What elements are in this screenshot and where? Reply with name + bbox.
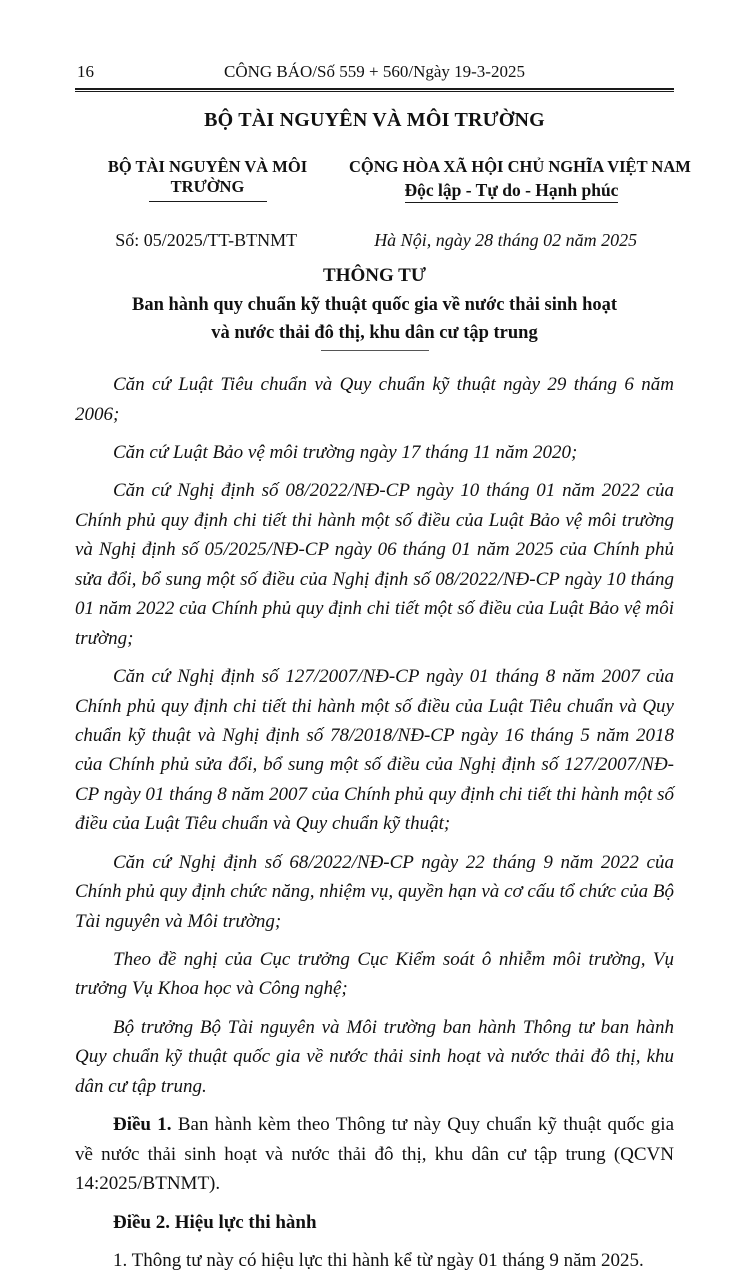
gazette-title: CÔNG BÁO/Số 559 + 560/Ngày 19-3-2025 — [224, 62, 525, 81]
issuer-name: BỘ TÀI NGUYÊN VÀ MÔI TRƯỜNG — [107, 157, 308, 196]
running-head — [75, 62, 674, 84]
document-subtitle — [75, 291, 674, 348]
letterhead-national-column — [349, 157, 691, 203]
double-rule — [75, 88, 674, 92]
title-underline — [321, 350, 429, 351]
preamble-paragraph: Bộ trưởng Bộ Tài nguyên và Môi trường ban hành Thông tư ban hành Quy chuẩn kỹ thuật quốc gia về nước thải sinh hoạt và nước thải đô thị, khu dân cư tập trung. — [75, 1016, 674, 1097]
document-body — [75, 370, 674, 1275]
preamble-paragraph: Căn cứ Luật Tiêu chuẩn và Quy chuẩn kỹ thuật ngày 29 tháng 6 năm 2006; — [75, 374, 674, 425]
preamble-paragraph: Căn cứ Nghị định số 68/2022/NĐ-CP ngày 22 tháng 9 năm 2022 của Chính phủ quy định chức năng, nhiệm vụ, quyền hạn và cơ cấu tổ chức của Bộ Tài nguyên và Môi trường; — [75, 851, 674, 932]
preamble-paragraph: Căn cứ Nghị định số 08/2022/NĐ-CP ngày 10 tháng 01 năm 2022 của Chính phủ quy định chi tiết thi hành một số điều của Luật Bảo vệ môi trường và Nghị định số 05/2025/NĐ-CP ngày 06 tháng 01 năm 2025 của Chính phủ sửa đổi, bổ sung một số điều của Nghị định số 08/2022/NĐ-CP ngày 10 tháng 01 năm 2022 của Chính phủ quy định chi tiết một số điều của Luật Bảo vệ môi trường; — [75, 480, 674, 649]
article-2-item-1: 1. Thông tư này có hiệu lực thi hành kể từ ngày 01 tháng 9 năm 2025. — [113, 1249, 644, 1271]
article-2-heading: Điều 2. Hiệu lực thi hành — [113, 1211, 317, 1233]
issuer-underline — [149, 201, 267, 202]
subtitle-line-1: Ban hành quy chuẩn kỹ thuật quốc gia về nước thải sinh hoạt — [131, 294, 618, 315]
ministry-banner: BỘ TÀI NGUYÊN VÀ MÔI TRƯỜNG — [204, 109, 545, 131]
article-1-paragraph — [75, 1110, 674, 1198]
letterhead — [75, 157, 691, 203]
preamble-paragraph: Theo đề nghị của Cục trưởng Cục Kiểm soát ô nhiễm môi trường, Vụ trưởng Vụ Khoa học và Công nghệ; — [75, 949, 674, 1000]
document-type: THÔNG TƯ — [323, 264, 426, 286]
national-motto: Độc lập - Tự do - Hạnh phúc — [405, 180, 619, 203]
article-1-label: Điều 1. — [113, 1114, 172, 1136]
document-number: Số: 05/2025/TT-BTNMT — [115, 229, 298, 250]
number-date-row — [75, 230, 674, 251]
preamble-paragraph: Căn cứ Luật Bảo vệ môi trường ngày 17 tháng 11 năm 2020; — [113, 442, 578, 464]
document-title-block — [75, 265, 674, 351]
national-title: CỘNG HÒA XÃ HỘI CHỦ NGHĨA VIỆT NAM — [349, 157, 691, 176]
place-date: Hà Nội, ngày 28 tháng 02 năm 2025 — [374, 229, 638, 250]
page-number: 16 — [77, 62, 94, 81]
preamble-paragraph: Căn cứ Nghị định số 127/2007/NĐ-CP ngày 01 tháng 8 năm 2007 của Chính phủ quy định chi tiết thi hành một số điều của Luật Tiêu chuẩn và Quy chuẩn kỹ thuật và Nghị định số 78/2018/NĐ-CP ngày 16 tháng 5 năm 2018 của Chính phủ sửa đổi, bổ sung một số điều của Nghị định số 127/2007/NĐ-CP ngày 01 tháng 8 năm 2007 của Chính phủ quy định chi tiết thi hành một số điều của Luật Tiêu chuẩn và Quy chuẩn kỹ thuật; — [75, 666, 674, 835]
article-1-text: Ban hành kèm theo Thông tư này Quy chuẩn kỹ thuật quốc gia về nước thải sinh hoạt và nước thải đô thị, khu dân cư tập trung (QCVN 14:2025/BTNMT). — [75, 1114, 674, 1195]
subtitle-line-2: và nước thải đô thị, khu dân cư tập trung — [211, 323, 538, 344]
letterhead-issuer-column — [75, 157, 340, 202]
